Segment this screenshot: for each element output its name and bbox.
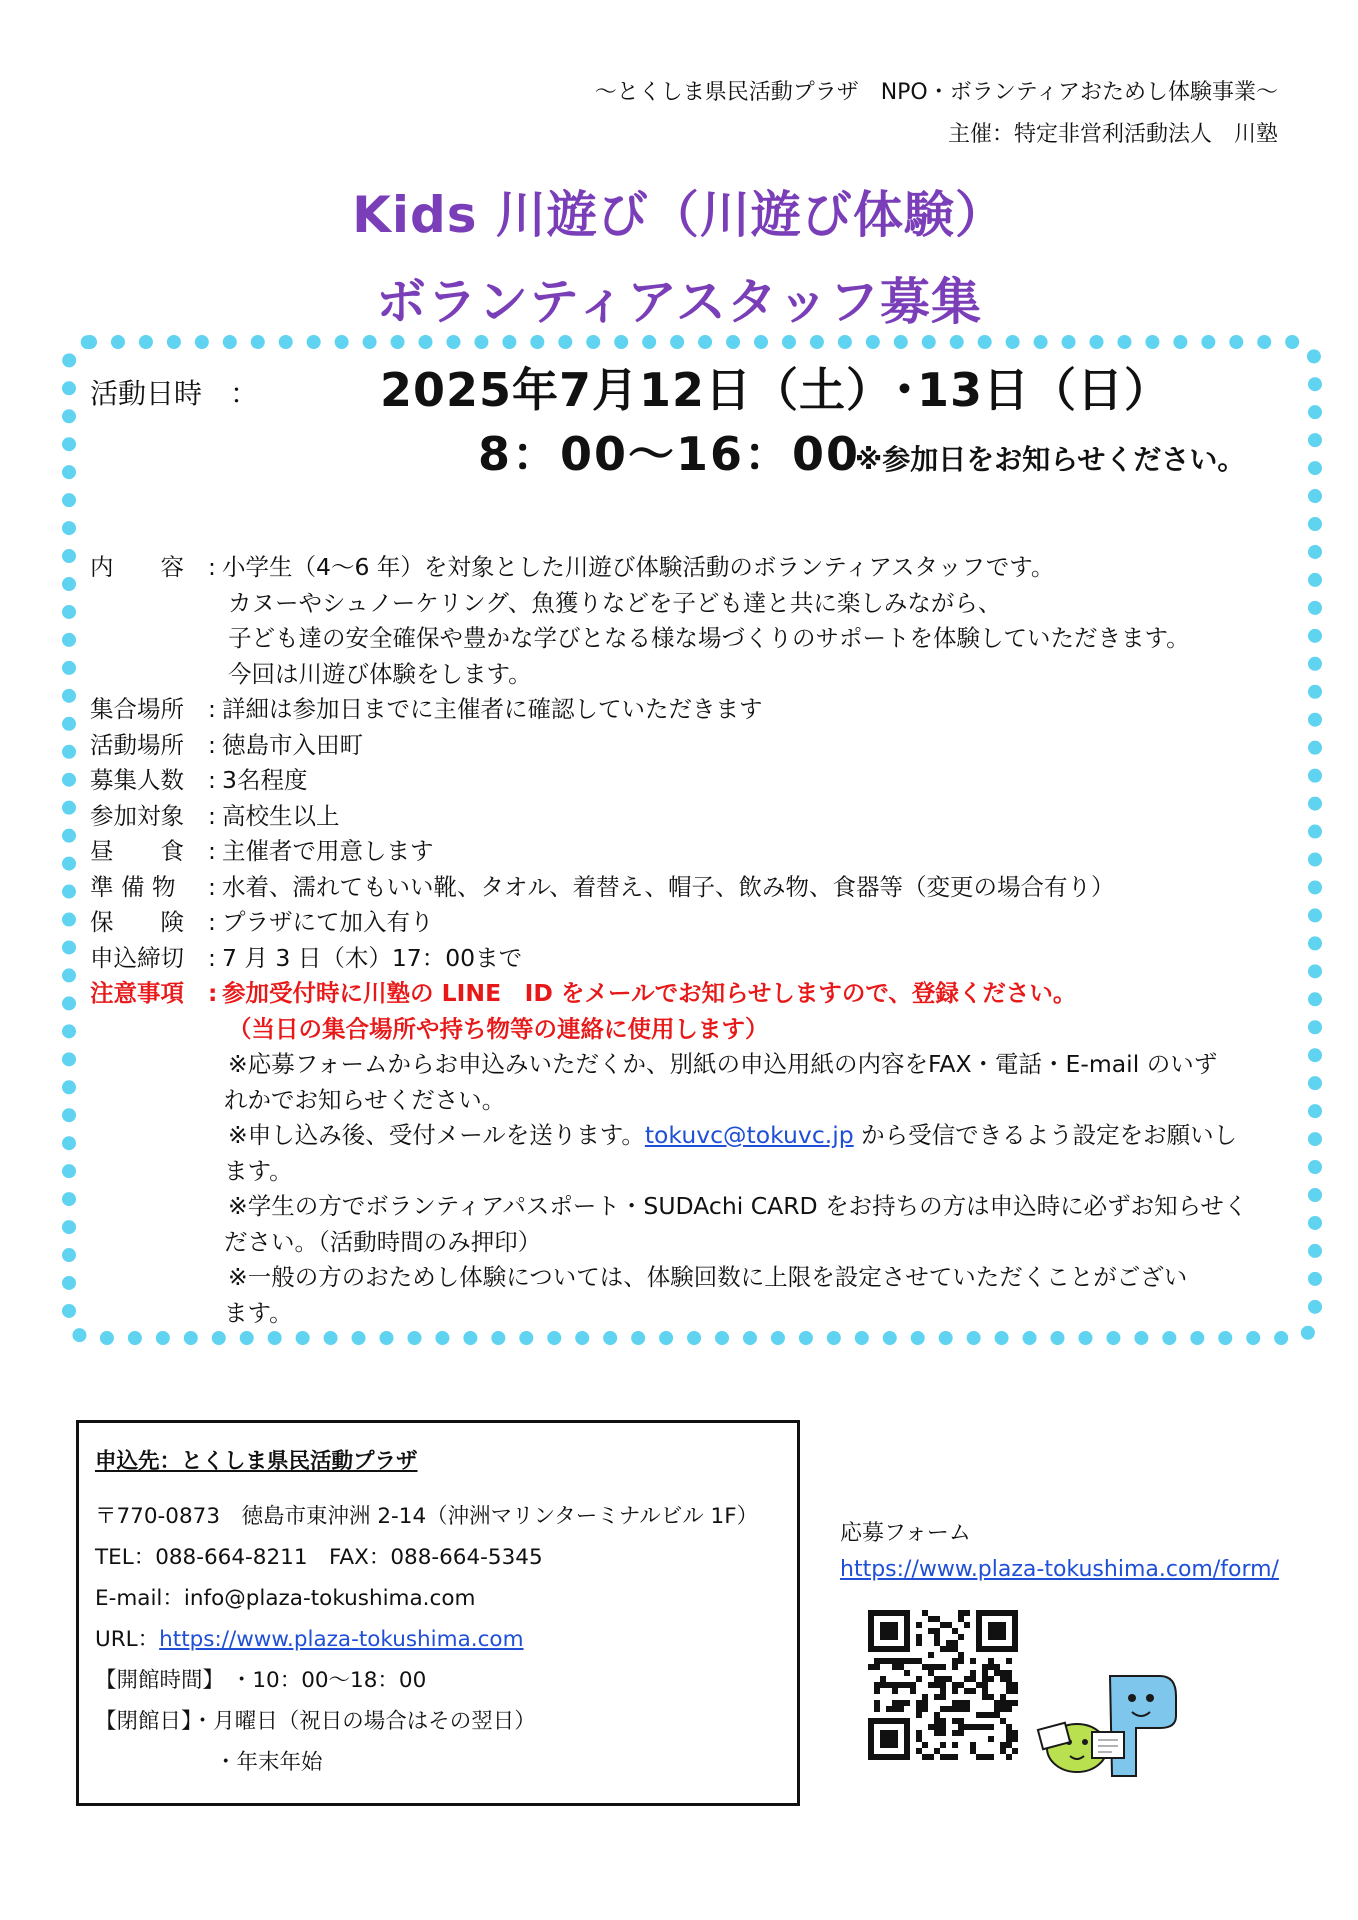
detail-row-recruit-count (90, 763, 1300, 799)
detail-row-content (90, 550, 1300, 586)
detail-colon: : (208, 695, 216, 723)
notice-note-email (90, 1118, 1300, 1154)
detail-value: 7 月 3 日（木）17：00まで (222, 943, 523, 972)
contact-url-link[interactable]: https://www.plaza-tokushima.com (159, 1627, 524, 1652)
notice-note: ※学生の方でボランティアパスポート・SUDAchi CARD をお持ちの方は申込時に必ずお知らせく (228, 1192, 1248, 1220)
detail-label: 保 険 (90, 908, 184, 936)
detail-continuation: カヌーやシュノーケリング、魚獲りなどを子ども達と共に楽しみながら、 (228, 588, 1002, 617)
detail-colon: : (208, 553, 216, 581)
organizer-program-line: ～とくしま県民活動プラザ NPO・ボランティアおためし体験事業～ (594, 80, 1278, 105)
detail-value: プラザにて加入有り (222, 908, 434, 936)
detail-row-deadline (90, 941, 1300, 977)
contact-address: 〒770-0873 徳島市東沖洲 2-14（沖洲マリンターミナルビル 1F） (95, 1504, 759, 1529)
detail-value: 高校生以上 (222, 801, 340, 830)
organizer-host-line: 主催：特定非営利活動法人 川塾 (947, 122, 1278, 147)
contact-phone: TEL：088-664-8211 FAX：088-664-5345 (95, 1545, 543, 1570)
detail-colon: : (208, 766, 216, 794)
detail-colon: : (208, 908, 216, 936)
detail-label: 申込締切 (90, 943, 184, 972)
detail-label: 昼 食 (90, 837, 184, 865)
notice-note-text: から受信できるよう設定をお願いし (853, 1121, 1238, 1149)
contact-closed: ・年末年始 (215, 1750, 323, 1775)
notice-note-text: ※申し込み後、受付メールを送ります。 (228, 1121, 645, 1149)
detail-value: 小学生（4～6 年）を対象とした川遊び体験活動のボランティアスタッフです。 (222, 553, 1055, 581)
schedule-date: 2025年7月12日（土）･13日（日） (380, 363, 1172, 417)
detail-row-notice (90, 976, 1300, 1012)
contact-hours: 【開館時間】 ・10：00～18：00 (95, 1668, 427, 1693)
form-label: 応募フォーム (840, 1521, 971, 1546)
mascot-illustration (1032, 1666, 1182, 1784)
notice-note: れかでお知らせください。 (224, 1085, 506, 1114)
notice-note: ※応募フォームからお申込みいただくか、別紙の申込用紙の内容をFAX・電話・E-mail のいず (228, 1050, 1218, 1078)
detail-value: 水着、濡れてもいい靴、タオル、着替え、帽子、飲み物、食器等（変更の場合有り） (222, 872, 1115, 901)
detail-row-insurance (90, 905, 1300, 941)
detail-label: 集合場所 (90, 695, 184, 723)
contact-title: 申込先：とくしま県民活動プラザ (95, 1449, 418, 1474)
detail-label: 活動場所 (90, 730, 184, 759)
detail-colon: : (208, 979, 218, 1007)
qr-code-icon (868, 1610, 1018, 1760)
details-section (90, 550, 1300, 1331)
page-subtitle: ボランティアスタッフ募集 (376, 273, 982, 331)
detail-row-belongings (90, 870, 1300, 906)
detail-row-activity-place (90, 728, 1300, 764)
schedule-time: 8：00～16：00 (478, 427, 861, 481)
detail-value: 詳細は参加日までに主催者に確認していただきます (222, 695, 763, 723)
notice-label: 注意事項 (90, 979, 184, 1007)
schedule-label: 活動日時 ： (90, 377, 259, 410)
contact-email: E-mail：info@plaza-tokushima.com (95, 1586, 476, 1611)
detail-colon: : (208, 730, 216, 759)
notice-note: ださい。（活動時間のみ押印） (224, 1227, 542, 1256)
detail-continuation: 今回は川遊び体験をします。 (228, 659, 532, 688)
contact-box (76, 1420, 800, 1806)
notice-line: 参加受付時に川塾の LINE ID をメールでお知らせしますので、登録ください。 (222, 979, 1077, 1007)
detail-row-lunch (90, 834, 1300, 870)
page-title: Kids 川遊び（川遊び体験） (352, 186, 1006, 244)
contact-url-label: URL： (95, 1627, 160, 1652)
detail-continuation: 子ども達の安全確保や豊かな学びとなる様な場づくりのサポートを体験していただきます。 (228, 624, 1190, 652)
form-url-link[interactable]: https://www.plaza-tokushima.com/form/ (840, 1557, 1279, 1582)
detail-colon: : (208, 801, 216, 830)
detail-label: 参加対象 (90, 801, 184, 830)
detail-label: 募集人数 (90, 766, 184, 794)
detail-row-meeting-place (90, 692, 1300, 728)
detail-colon: : (208, 837, 216, 865)
detail-label: 準 備 物 (90, 872, 176, 901)
detail-row-target (90, 799, 1300, 835)
notice-note: ※一般の方のおためし体験については、体験回数に上限を設定させていただくことがござい (228, 1263, 1188, 1291)
detail-colon: : (208, 943, 216, 972)
email-link[interactable]: tokuvc@tokuvc.jp (644, 1121, 854, 1149)
contact-closed: 【閉館日】・月曜日（祝日の場合はその翌日） (95, 1709, 536, 1734)
notice-line: （当日の集合場所や持ち物等の連絡に使用します） (228, 1014, 769, 1043)
detail-label: 内 容 (90, 553, 184, 581)
detail-value: 徳島市入田町 (222, 730, 363, 759)
detail-value: 3名程度 (222, 766, 308, 794)
schedule-note: ※参加日をお知らせください。 (855, 443, 1246, 476)
notice-note: ます。 (224, 1298, 293, 1327)
detail-value: 主催者で用意します (222, 837, 434, 865)
contact-url-row (95, 1619, 797, 1660)
notice-note: ます。 (224, 1156, 293, 1185)
detail-colon: : (208, 872, 216, 901)
